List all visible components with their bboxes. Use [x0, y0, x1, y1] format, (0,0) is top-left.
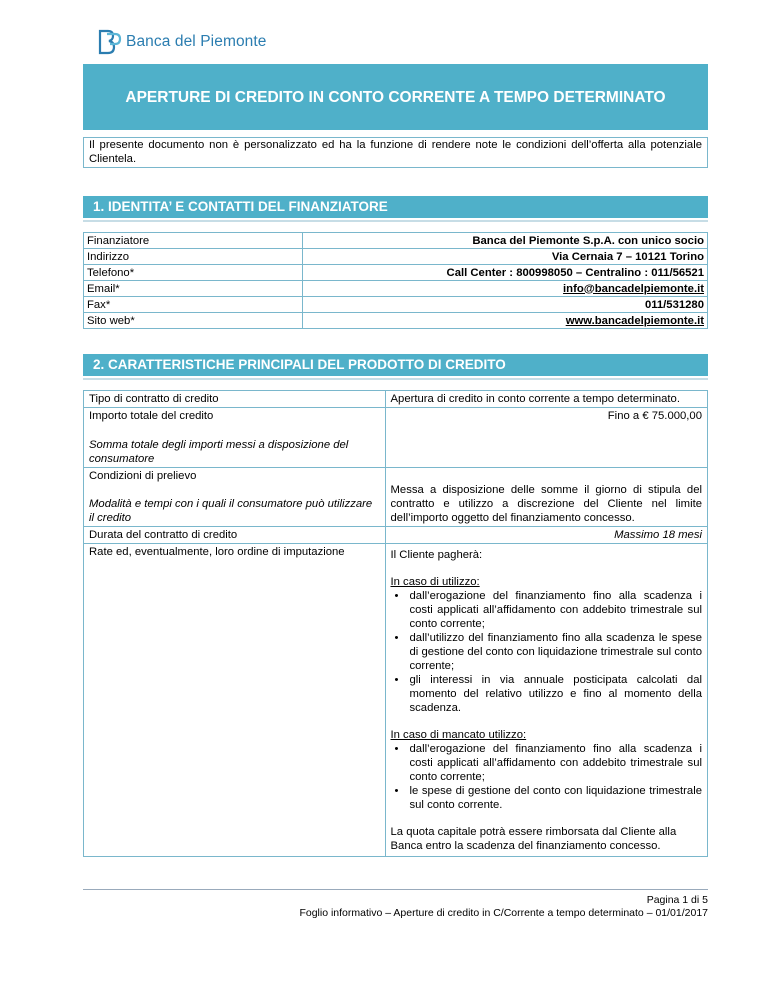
lender-contacts-table: [83, 232, 708, 329]
contact-value: Call Center : 800998050 – Centralino : 011/56521: [303, 265, 708, 281]
contact-label: Sito web*: [84, 313, 303, 329]
table-row: [84, 249, 708, 265]
bank-logo-text: Banca del Piemonte: [126, 33, 267, 50]
list-item: • dall’utilizzo del finanziamento fino alla scadenza le spese di gestione del conto con liquidazione trimestrale sul conto corrente;: [405, 631, 703, 673]
list-item: • gli interessi in via annuale posticipata calcolati dal momento del relativo utilizzo e fino al momento della scadenza.: [405, 673, 703, 715]
rate-label: Rate ed, eventualmente, loro ordine di imputazione: [84, 544, 386, 857]
contact-value[interactable]: info@bancadelpiemonte.it: [303, 281, 708, 297]
mancato-list: [391, 742, 703, 812]
table-row: [84, 265, 708, 281]
table-row: [84, 313, 708, 329]
importo-value: Fino a € 75.000,00: [607, 410, 702, 422]
mancato-heading: In caso di mancato utilizzo:: [390, 729, 527, 741]
contact-value: Banca del Piemonte S.p.A. con unico socio: [303, 233, 708, 249]
contact-label: Indirizzo: [84, 249, 303, 265]
table-row: [84, 281, 708, 297]
prelievo-value: Messa a disposizione delle somme il giorno di stipula del contratto e utilizzo a discrezione del Cliente nel limite dell’importo oggetto del finanziamento concesso.: [385, 468, 708, 527]
contact-value: Via Cernaia 7 – 10121 Torino: [303, 249, 708, 265]
prelievo-description: Modalità e tempi con i quali il consumatore può utilizzare il credito: [89, 498, 373, 524]
contact-label: Email*: [84, 281, 303, 297]
table-row: [84, 468, 708, 527]
list-item: • le spese di gestione del conto con liquidazione trimestrale sul conto corrente.: [405, 784, 703, 812]
tipo-value: Apertura di credito in conto corrente a tempo determinato.: [385, 391, 708, 408]
importo-description: Somma totale degli importi messi a disposizione del consumatore: [89, 439, 349, 465]
contact-value: 011/531280: [303, 297, 708, 313]
table-row: [84, 527, 708, 544]
utilizzo-heading: In caso di utilizzo:: [390, 576, 480, 588]
table-row: [84, 391, 708, 408]
footer-document-info: Foglio informativo – Aperture di credito in C/Corrente a tempo determinato – 01/01/2017: [299, 907, 708, 919]
bank-logo: [97, 28, 267, 56]
section-1-heading: 1. IDENTITA’ E CONTATTI DEL FINANZIATORE: [83, 196, 708, 218]
contact-label: Finanziatore: [84, 233, 303, 249]
disclaimer-notice: Il presente documento non è personalizzato ed ha la funzione di rendere note le condizioni dell’offerta alla potenziale Clientela.: [83, 137, 708, 168]
durata-value: Massimo 18 mesi: [614, 529, 702, 541]
rate-intro: Il Cliente pagherà:: [390, 549, 483, 561]
footer: [299, 894, 708, 920]
table-row: [84, 297, 708, 313]
product-characteristics-table: [83, 390, 708, 857]
contact-label: Fax*: [84, 297, 303, 313]
contact-label: Telefono*: [84, 265, 303, 281]
table-row: [84, 544, 708, 857]
table-row: [84, 408, 708, 468]
section-2-heading: 2. CARATTERISTICHE PRINCIPALI DEL PRODOTTO DI CREDITO: [83, 354, 708, 376]
contact-value[interactable]: www.bancadelpiemonte.it: [303, 313, 708, 329]
document-title: APERTURE DI CREDITO IN CONTO CORRENTE A TEMPO DETERMINATO: [83, 64, 708, 130]
table-row: [84, 233, 708, 249]
footer-divider: [83, 889, 708, 890]
list-item: • dall’erogazione del finanziamento fino alla scadenza i costi applicati all’affidamento con addebito trimestrale sul conto corrente;: [405, 742, 703, 784]
bank-logo-icon: [97, 28, 123, 56]
durata-label: Durata del contratto di credito: [84, 527, 386, 544]
utilizzo-list: [391, 589, 703, 715]
page-number: Pagina 1 di 5: [646, 894, 708, 906]
importo-label: Importo totale del credito: [89, 410, 214, 422]
rate-closing: La quota capitale potrà essere rimborsata dal Cliente alla Banca entro la scadenza del finanziamento concesso.: [390, 826, 677, 852]
list-item: • dall’erogazione del finanziamento fino alla scadenza i costi applicati all’affidamento con addebito trimestrale sul conto corrente;: [405, 589, 703, 631]
prelievo-label: Condizioni di prelievo: [89, 470, 197, 482]
tipo-label: Tipo di contratto di credito: [84, 391, 386, 408]
